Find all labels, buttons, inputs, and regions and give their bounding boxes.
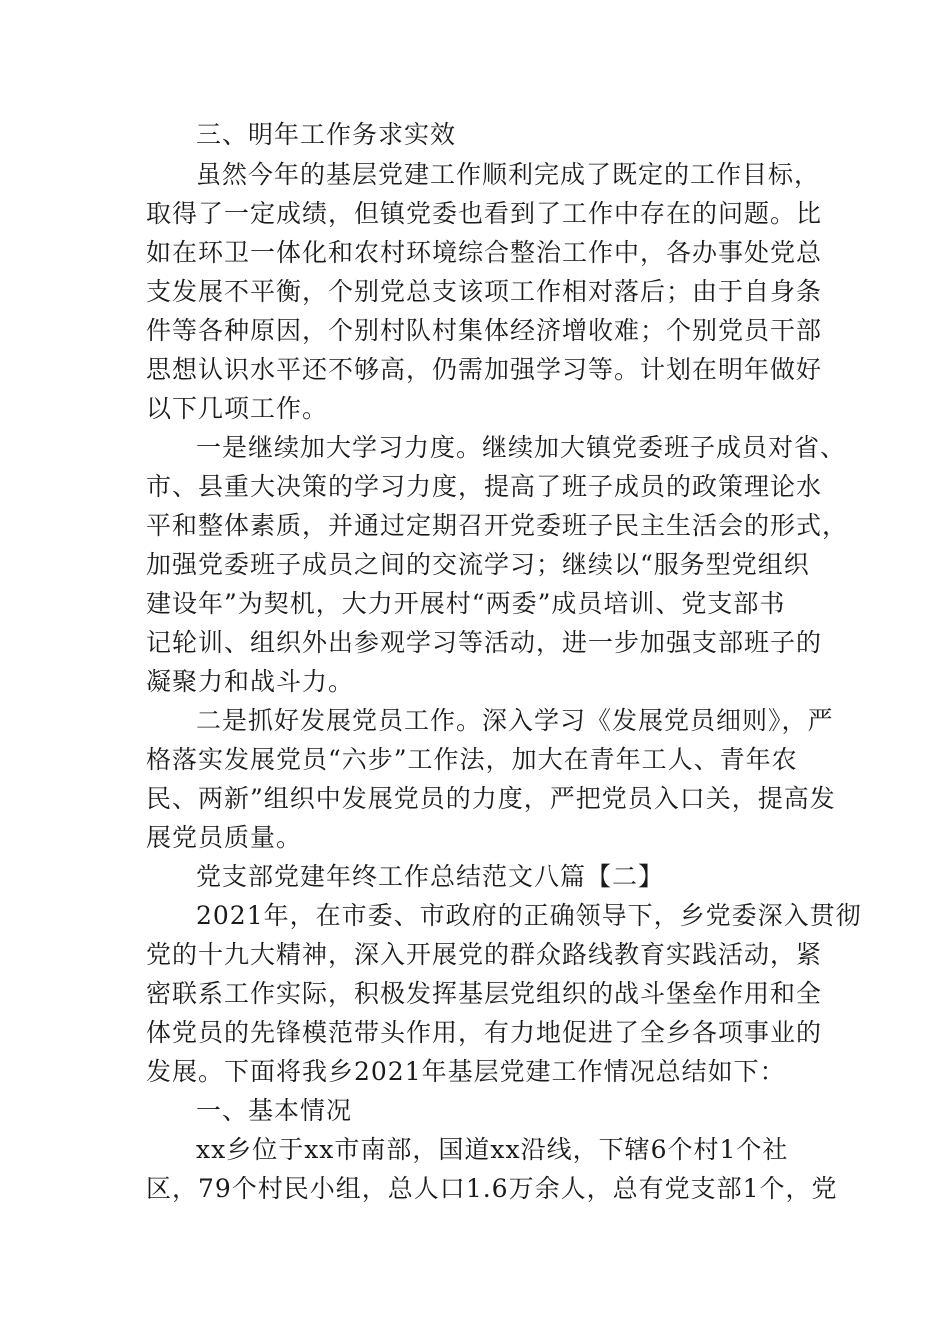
paragraph-line: 件等各种原因，个别村队村集体经济增收难；个别党员干部: [146, 316, 823, 345]
paragraph-line: 发展。下面将我乡2021年基层党建工作情况总结如下：: [146, 1057, 786, 1086]
paragraph-line: 一是继续加大学习力度。继续加大镇党委班子成员对省、: [196, 433, 847, 462]
section-heading-1: 一、基本情况: [196, 1096, 353, 1125]
paragraph-line: 密联系工作实际，积极发挥基层党组织的战斗堡垒作用和全: [146, 979, 823, 1008]
section-heading-3: 三、明年工作务求实效: [196, 120, 457, 149]
paragraph-line: 2021年，在市委、市政府的正确领导下，乡党委深入贯彻: [196, 901, 862, 930]
paragraph-line: 虽然今年的基层党建工作顺利完成了既定的工作目标，: [196, 160, 821, 189]
paragraph-line: 取得了一定成绩，但镇党委也看到了工作中存在的问题。比: [146, 199, 823, 228]
paragraph-line: 格落实发展党员“六步”工作法，加大在青年工人、青年农: [146, 745, 798, 774]
article-title: 党支部党建年终工作总结范文八篇【二】: [196, 862, 665, 891]
paragraph-line: 以下几项工作。: [146, 394, 329, 423]
paragraph-line: 民、两新”组织中发展党员的力度，严把党员入口关，提高发: [146, 784, 836, 813]
paragraph-line: 支发展不平衡，个别党总支该项工作相对落后；由于自身条: [146, 277, 823, 306]
paragraph-line: 平和整体素质，并通过定期召开党委班子民主生活会的形式，: [146, 511, 849, 540]
paragraph-line: 如在环卫一体化和农村环境综合整治工作中，各办事处党总: [146, 238, 823, 267]
paragraph-line: 展党员质量。: [146, 823, 303, 852]
paragraph-line: 建设年”为契机，大力开展村“两委”成员培训、党支部书: [146, 589, 786, 618]
paragraph-line: 党的十九大精神，深入开展党的群众路线教育实践活动，紧: [146, 940, 823, 969]
paragraph-line: 市、县重大决策的学习力度，提高了班子成员的政策理论水: [146, 472, 823, 501]
paragraph-line: 思想认识水平还不够高，仍需加强学习等。计划在明年做好: [146, 355, 823, 384]
paragraph-line: 区，79个村民小组，总人口1.6万余人，总有党支部1个，党: [146, 1174, 838, 1203]
paragraph-line: 记轮训、组织外出参观学习等活动，进一步加强支部班子的: [146, 628, 823, 657]
paragraph-line: 体党员的先锋模范带头作用，有力地促进了全乡各项事业的: [146, 1018, 823, 1047]
paragraph-line: 二是抓好发展党员工作。深入学习《发展党员细则》，严: [196, 706, 834, 735]
paragraph-line: 加强党委班子成员之间的交流学习；继续以“服务型党组织: [146, 550, 810, 579]
paragraph-line: xx乡位于xx市南部，国道xx沿线，下辖6个村1个社: [196, 1135, 789, 1164]
paragraph-line: 凝聚力和战斗力。: [146, 667, 355, 696]
